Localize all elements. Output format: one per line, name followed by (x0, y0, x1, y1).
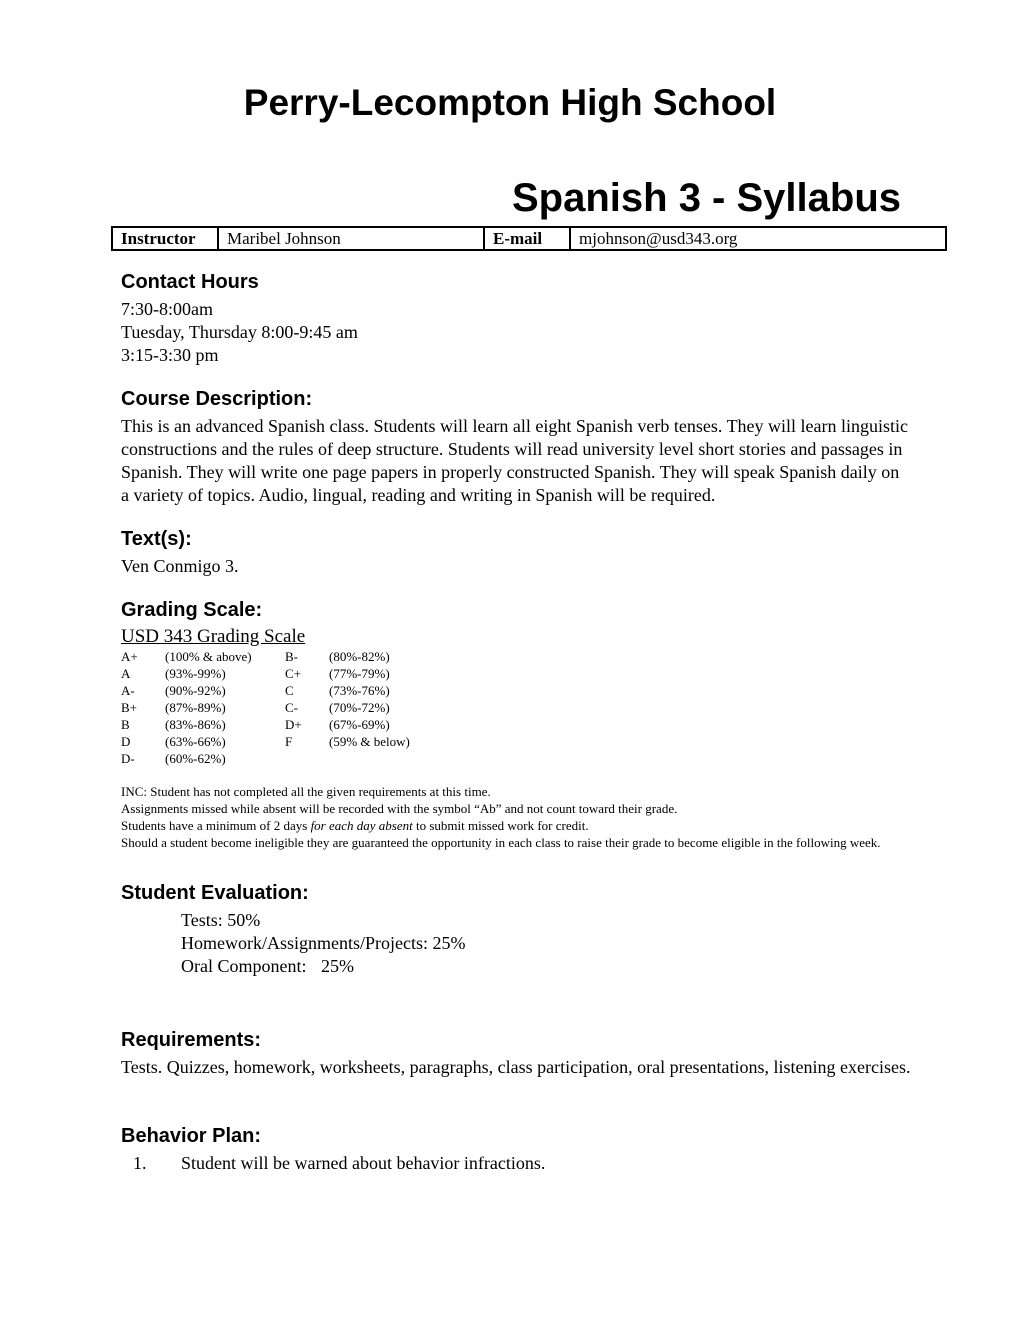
grade-range (329, 750, 449, 767)
grade-range: (80%-82%) (329, 649, 390, 664)
grade-range: (83%-86%) (165, 717, 226, 732)
ineligible-note: Should a student become ineligible they are guaranteed the opportunity in each class to raise their grade to become eligible in the following week. (121, 835, 881, 850)
grade-letter: C+ (285, 666, 302, 681)
grade-range: (90%-92%) (165, 683, 226, 698)
evaluation-oral-label: Oral Component: (181, 956, 307, 976)
texts-value: Ven Conmigo 3. (121, 556, 239, 576)
grade-letter: B+ (121, 700, 138, 715)
requirements-section (121, 1028, 911, 1079)
inc-note: INC: Student has not completed all the given requirements at this time. (121, 784, 491, 799)
grade-range: (87%-89%) (165, 700, 226, 715)
contact-hours-line: 3:15-3:30 pm (121, 345, 219, 365)
texts-section (121, 527, 911, 578)
grade-letter: D+ (285, 717, 302, 732)
school-title (0, 82, 1020, 124)
grade-range: (73%-76%) (329, 683, 390, 698)
grade-range: (63%-66%) (165, 734, 226, 749)
grading-scale-table (121, 648, 449, 767)
grade-letter (285, 750, 329, 767)
behavior-plan-heading: Behavior Plan: (121, 1125, 262, 1147)
grade-range: (100% & above) (165, 649, 252, 664)
grade-row (121, 716, 449, 733)
grade-letter: A (121, 666, 131, 681)
behavior-plan-item: 1. Student will be warned about behavior infractions. (151, 1152, 911, 1175)
grading-scale-title: USD 343 Grading Scale (121, 626, 306, 647)
grade-range: (60%-62%) (165, 751, 226, 766)
behavior-plan-list (121, 1152, 911, 1175)
instructor-label: Instructor (112, 227, 218, 250)
syllabus-content (121, 270, 911, 1195)
requirements-text: Tests. Quizzes, homework, worksheets, paragraphs, class participation, oral presentations, listening exercises. (121, 1057, 911, 1077)
grade-row (121, 733, 449, 750)
behavior-plan-section (121, 1124, 911, 1175)
student-evaluation-heading: Student Evaluation: (121, 882, 309, 904)
course-description-heading: Course Description: (121, 388, 313, 410)
makeup-note (121, 817, 911, 834)
grade-letter: B (121, 717, 130, 732)
instructor-info-table (111, 226, 947, 251)
grade-row (121, 699, 449, 716)
grading-scale-section (121, 598, 911, 851)
makeup-note-end: to submit missed work for credit. (412, 818, 589, 833)
contact-hours-line: Tuesday, Thursday 8:00-9:45 am (121, 322, 358, 342)
course-description-section (121, 387, 911, 507)
grade-letter: A- (121, 683, 135, 698)
school-name: Perry-Lecompton High School (243, 82, 777, 123)
texts-heading: Text(s): (121, 528, 192, 550)
grade-row (121, 682, 449, 699)
instructor-name: Maribel Johnson (218, 227, 484, 250)
course-title: Spanish 3 - Syllabus (512, 176, 902, 220)
grade-letter: C (285, 683, 294, 698)
grade-letter: B- (285, 649, 298, 664)
grade-range: (67%-69%) (329, 717, 390, 732)
absent-note: Assignments missed while absent will be recorded with the symbol “Ab” and not count toward their grade. (121, 801, 678, 816)
grading-notes (121, 783, 911, 851)
grading-scale-heading: Grading Scale: (121, 599, 263, 621)
grade-letter: F (285, 734, 293, 749)
grade-range: (70%-72%) (329, 700, 390, 715)
grade-range: (59% & below) (329, 734, 410, 749)
student-evaluation-section (121, 881, 911, 978)
evaluation-oral (121, 955, 911, 978)
makeup-note-start: Students have a minimum of 2 days (121, 818, 311, 833)
grade-letter: A+ (121, 649, 138, 664)
makeup-note-emphasis: for each day absent (310, 818, 413, 833)
grade-letter: D- (121, 751, 135, 766)
grade-letter: C- (285, 700, 298, 715)
course-description-text: This is an advanced Spanish class. Students will learn all eight Spanish verb tenses. They will learn linguistic constructions and the rules of deep structure. Students will read university level short stories and passages in Spanish. They will write one page papers in properly constructed Spanish. They will speak Spanish daily on a variety of topics. Audio, lingual, reading and writing in Spanish will be required. (121, 416, 909, 505)
grade-letter: D (121, 734, 131, 749)
evaluation-tests: Tests: 50% (181, 910, 261, 930)
grade-row (121, 665, 449, 682)
contact-hours-heading: Contact Hours (121, 271, 259, 293)
evaluation-homework: Homework/Assignments/Projects: 25% (181, 933, 466, 953)
contact-hours-line: 7:30-8:00am (121, 299, 213, 319)
contact-hours-section (121, 270, 911, 367)
grade-row (121, 750, 449, 767)
requirements-heading: Requirements: (121, 1029, 262, 1051)
email-label: E-mail (484, 227, 570, 250)
grade-range: (77%-79%) (329, 666, 390, 681)
instructor-info-row (112, 227, 946, 250)
grade-row (121, 648, 449, 665)
evaluation-oral-value: 25% (321, 956, 354, 976)
grade-range: (93%-99%) (165, 666, 226, 681)
email-value: mjohnson@usd343.org (570, 227, 946, 250)
